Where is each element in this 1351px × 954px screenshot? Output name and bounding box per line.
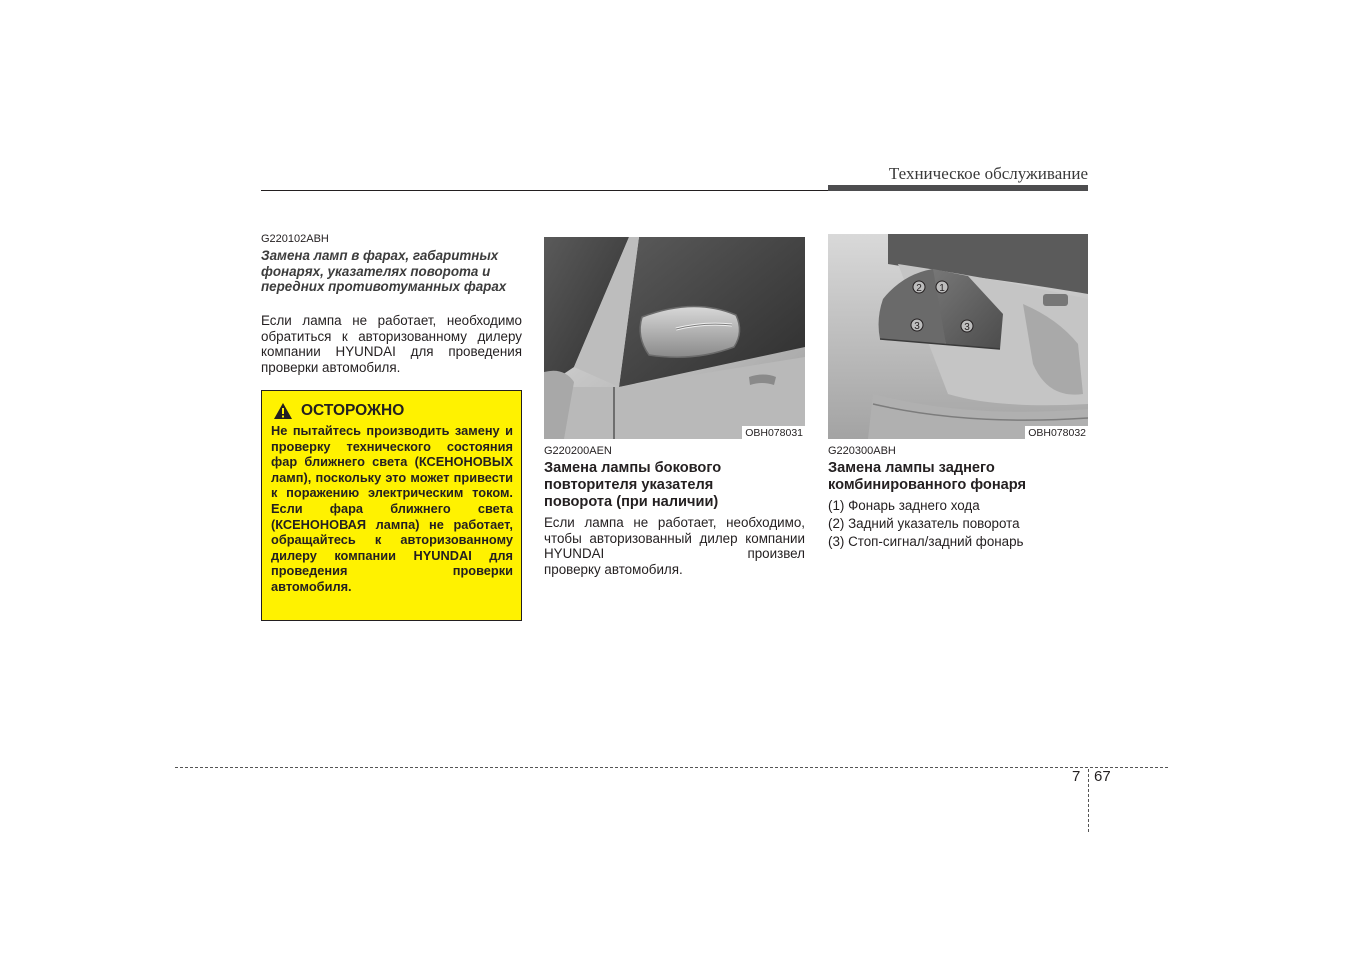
warning-header bbox=[273, 402, 404, 420]
section-code-2: G220200AEN bbox=[544, 445, 612, 457]
section-body-2: Если лампа не работает, необходимо, чтобы авторизованный дилер компании HYUNDAI произвел bbox=[544, 515, 805, 562]
rear-lamp-illustration bbox=[828, 234, 1088, 439]
list-item: (1) Фонарь заднего хода bbox=[828, 498, 980, 513]
chapter-number: 7 bbox=[1072, 768, 1081, 785]
warning-text-block bbox=[271, 423, 513, 595]
section-code-1: G220102ABH bbox=[261, 233, 329, 245]
callout-3b: 3 bbox=[964, 322, 970, 333]
callout-1: 1 bbox=[939, 283, 945, 294]
side-mirror-illustration bbox=[544, 237, 805, 439]
list-item: (2) Задний указатель поворота bbox=[828, 516, 1020, 531]
section-code-3: G220300ABH bbox=[828, 445, 896, 457]
page-number: 67 bbox=[1094, 768, 1111, 785]
section-heading-3: Замена лампы заднего комбинированного фонаря bbox=[828, 460, 1026, 493]
warning-box bbox=[261, 390, 522, 621]
warning-text-last: автомобиля. bbox=[271, 578, 352, 594]
figure-label: OBH078032 bbox=[1025, 426, 1088, 439]
section-body-1: Если лампа не работает, необходимо обратиться к авторизованному дилеру компании HYUNDAI для проведения проверки автомобиля. bbox=[261, 313, 522, 375]
warning-triangle-icon bbox=[273, 402, 293, 420]
section-heading-1: Замена ламп в фарах, габаритных фонарях, указателях поворота и передних противотуманных фарах bbox=[261, 248, 507, 295]
callout-2: 2 bbox=[916, 283, 922, 294]
mirror-figure bbox=[544, 237, 805, 439]
list-item: (3) Стоп-сигнал/задний фонарь bbox=[828, 534, 1024, 549]
section-heading-2: Замена лампы бокового повторителя указателя поворота (при наличии) bbox=[544, 460, 722, 510]
footer-vertical-divider bbox=[1088, 769, 1089, 832]
header-bar bbox=[828, 185, 1088, 191]
taillight-figure bbox=[828, 234, 1088, 439]
figure-label: OBH078031 bbox=[742, 426, 805, 439]
footer-divider bbox=[175, 767, 1168, 768]
header-title: Техническое обслуживание bbox=[888, 164, 1088, 183]
callout-3a: 3 bbox=[914, 321, 920, 332]
header-rule bbox=[261, 190, 828, 191]
section-body-2-last: проверку автомобиля. bbox=[544, 562, 683, 577]
warning-text: Не пытайтесь производить замену и проверку технического состояния фар ближнего света (КСЕНОНОВЫХ ламп), поскольку это может привести к поражению электрическим током. Если фара ближнего света (КСЕНОНОВАЯ лампа) не работает, обращайтесь к авторизованному дилеру компании HYUNDAI для проведения проверки bbox=[271, 423, 513, 579]
warning-title: ОСТОРОЖНО bbox=[301, 402, 405, 419]
